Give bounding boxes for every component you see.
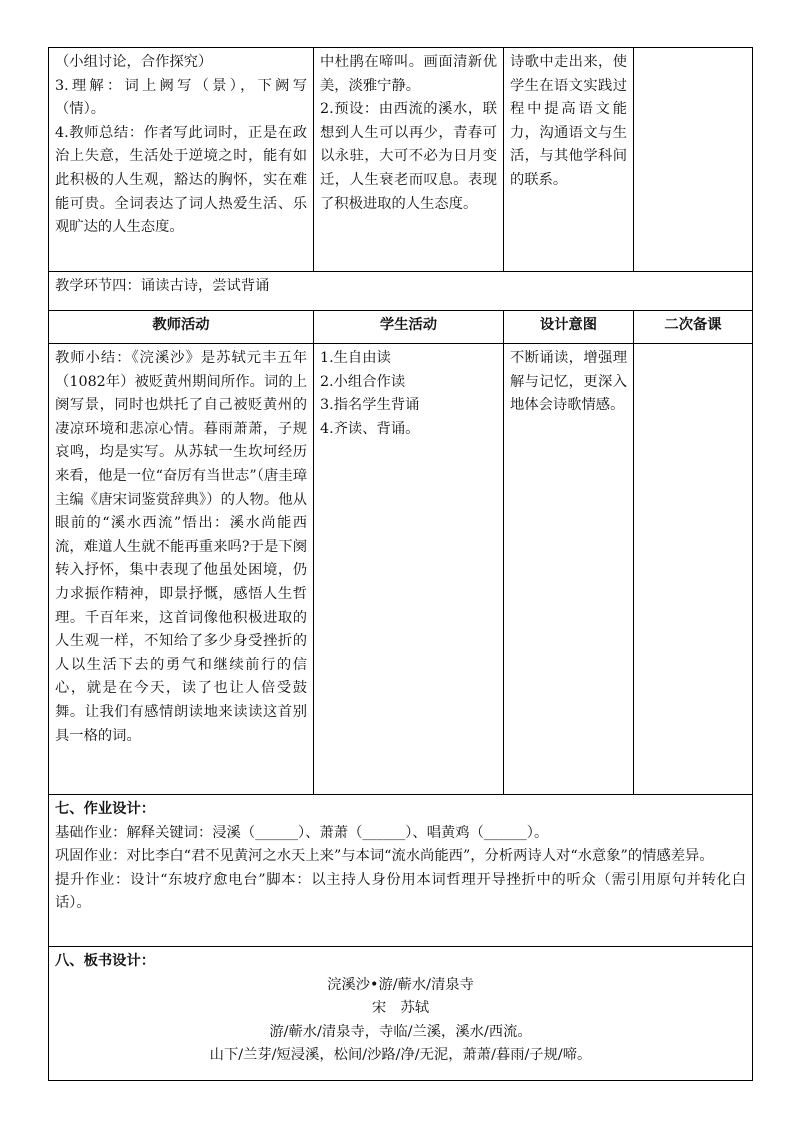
student-text: 2.预设：由西流的溪水，联想到人生可以再少，青春可以永驻，大可不必为日月变迁，人生衰老而叹息。表现了积极进取的人生态度。 [320, 101, 497, 212]
design-intent-cell [504, 48, 634, 272]
teacher-text: 3.理解：词上阙写（景），下阙写（情）。 [55, 77, 307, 118]
header-design-intent: 设计意图 [504, 311, 634, 344]
header-second-prep: 二次备课 [634, 311, 753, 344]
teacher-activity-cell [49, 344, 314, 795]
section-four-title: 教学环节四：诵读古诗，尝试背诵 [49, 272, 753, 311]
column-header-row [49, 311, 753, 344]
homework-line: 基础作业：解释关键词：浸溪（______）、萧萧（______）、唱黄鸡（______）。 [55, 824, 549, 841]
section-four-content-row [49, 344, 753, 795]
teacher-text: 4.教师总结：作者写此词时，正是在政治上失意，生活处于逆境之时，能有如此积极的人生观，豁达的胸怀，实在难能可贵。全词表达了词人热爱生活、乐观旷达的人生态度。 [55, 124, 307, 236]
second-prep-cell [634, 344, 753, 795]
second-prep-cell [634, 48, 753, 272]
board-line-author: 宋 苏轼 [371, 1000, 430, 1017]
student-activity-cell [314, 48, 504, 272]
design-intent-cell [504, 344, 634, 795]
continued-activity-row [49, 48, 753, 272]
student-step: 1.生自由读 [320, 350, 391, 366]
homework-line: 提升作业：设计“东坡疗愈电台”脚本：以主持人身份用本词哲理开导挫折中的听众（需引用原句并转化白话）。 [55, 871, 746, 912]
board-design-title: 八、板书设计： [55, 953, 156, 969]
student-activity-cell [314, 344, 504, 795]
student-step: 4.齐读、背诵。 [320, 420, 420, 437]
lesson-plan-table [48, 47, 753, 1081]
student-step: 3.指名学生背诵 [320, 397, 420, 414]
student-step: 2.小组合作读 [320, 373, 406, 390]
homework-title: 七、作业设计： [55, 801, 156, 817]
teacher-summary-text: 教师小结：《浣溪沙》是苏轼元丰五年（1082年）被贬黄州期间所作。词的上阕写景，同时也烘托了自己被贬黄州的凄凉环境和悲凉心情。暮雨萧萧，子规哀鸣，均是实写。从苏轼一生坎坷经历来看，他是一位“奋厉有当世志”（唐圭璋主编《唐宋词鉴赏辞典》）的人物。他从眼前的“溪水西流”悟出：溪水尚能西流，难道人生就不能再重来吗?于是下阕转入抒怀，集中表现了他虽处困境，仍力求振作精神，即景抒慨，感悟人生哲理。千百年来，这首词像他积极进取的人生观一样，不知给了多少身受挫折的人以生活下去的勇气和继续前行的信心，就是在今天，读了也让人倍受鼓舞。让我们有感情朗读地来读读这首别具一格的词。 [55, 350, 307, 744]
homework-line: 巩固作业：对比李白“君不见黄河之水天上来”与本词“流水尚能西”，分析两诗人对“水意象”的情感差异。 [55, 848, 714, 865]
header-student-activity: 学生活动 [314, 311, 504, 344]
student-text: 中杜鹃在啼叫。画面清新优美，淡雅宁静。 [320, 54, 497, 94]
homework-section [49, 795, 753, 947]
board-design-section [49, 947, 753, 1081]
header-teacher-activity: 教师活动 [49, 311, 314, 344]
board-line-title: 浣溪沙•游/蕲水/清泉寺 [327, 976, 474, 993]
homework-row [49, 795, 753, 947]
section-four-title-row [49, 272, 753, 311]
intent-text: 诗歌中走出来，使学生在语文实践过程中提高语文能力，沟通语文与生活，与其他学科间的联系。 [510, 54, 627, 188]
board-line: 游/蕲水/清泉寺，寺临/兰溪，溪水/西流。 [269, 1023, 532, 1040]
intent-text: 不断诵读，增强理解与记忆，更深入地体会诗歌情感。 [510, 350, 627, 414]
board-design-row [49, 947, 753, 1081]
teacher-activity-cell [49, 48, 314, 272]
board-line: 山下/兰芽/短浸溪，松间/沙路/净/无泥，萧萧/暮雨/子规/啼。 [209, 1047, 592, 1064]
teacher-text: （小组讨论，合作探究） [55, 54, 213, 70]
